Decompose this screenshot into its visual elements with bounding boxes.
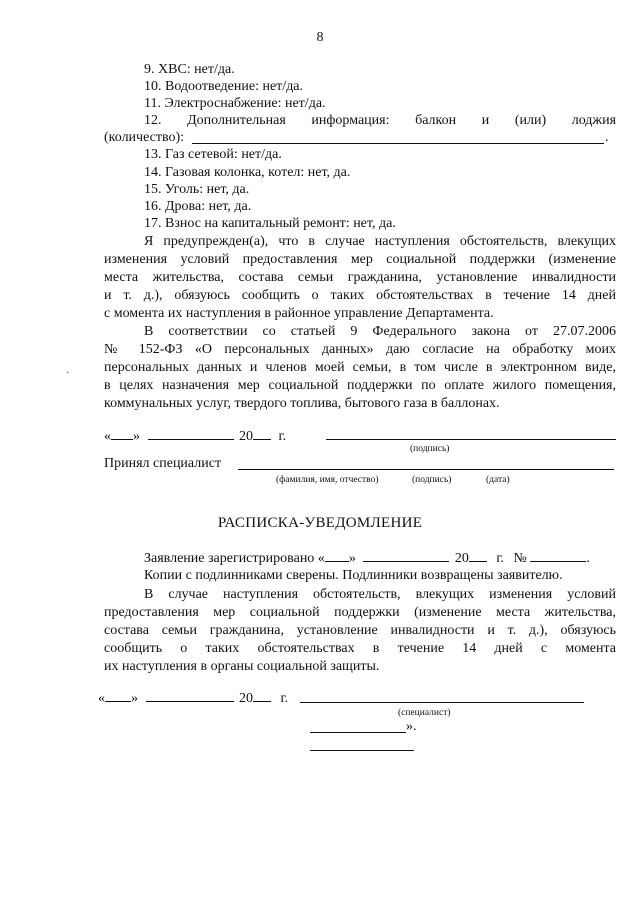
warning-line-2: изменения условий предоставления мер социальной поддержки (изменение (104, 252, 616, 267)
date-caption: (дата) (486, 475, 510, 485)
specialist-receipt-line[interactable] (300, 702, 584, 703)
item-13: 13. Газ сетевой: нет/да. (144, 147, 282, 162)
consent-line-4: в целях назначения мер социальной поддержки по оплате жилого помещения, (104, 378, 616, 393)
item-17: 17. Взнос на капитальный ремонт: нет, да. (144, 216, 396, 231)
warning-line-3: места жительства, состава семьи гражданина, установление инвалидности (104, 270, 616, 285)
item-12-dot: . (605, 130, 609, 145)
warning-line-1: Я предупрежден(а), что в случае наступления обстоятельств, влекущих (144, 234, 616, 249)
specialist-signature-caption: (подпись) (412, 475, 452, 485)
item-11: 11. Электроснабжение: нет/да. (144, 96, 326, 111)
signature-caption: (подпись) (410, 444, 450, 454)
receipt-body-line-3: состава семьи гражданина, установление инвалидности и т. д.), обязуюсь (104, 623, 616, 638)
receipt-heading: РАСПИСКА-УВЕДОМЛЕНИЕ (217, 515, 423, 531)
consent-line-2: № 152-ФЗ «О персональных данных» даю согласие на обработку моих (104, 342, 616, 357)
item-12-blank (192, 143, 604, 144)
item-14: 14. Газовая колонка, котел: нет, да. (144, 165, 351, 180)
signature-date-field[interactable]: « » 20 г. (104, 426, 286, 445)
receipt-date-field[interactable]: « » 20 г. (98, 688, 288, 707)
warning-line-4: и т. д.), обязуюсь сообщить о таких обстоятельствах в течение 14 дней (104, 288, 616, 303)
scan-speck: · (66, 368, 70, 379)
closing-blank-line[interactable] (310, 732, 406, 733)
item-16: 16. Дрова: нет, да. (144, 199, 252, 214)
specialist-caption: (специалист) (398, 708, 451, 718)
item-15: 15. Уголь: нет, да. (144, 182, 250, 197)
specialist-line[interactable] (238, 469, 614, 470)
item-12-line2: (количество): (104, 130, 185, 145)
receipt-body-line-5: их наступления в органы социальной защиты. (104, 659, 380, 674)
warning-line-5: с момента их наступления в районное управление Департамента. (104, 306, 494, 321)
page-number: 8 (316, 30, 324, 45)
consent-line-5: коммунальных услуг, твердого топлива, бытового газа в баллонах. (104, 396, 500, 411)
closing-underline (310, 750, 414, 751)
receipt-body-line-4: сообщить о таких обстоятельствах в течение 14 дней с момента (104, 641, 616, 656)
accepted-specialist-label: Принял специалист (104, 456, 222, 471)
closing-quote: ». (406, 719, 417, 734)
fio-caption: (фамилия, имя, отчество) (276, 475, 379, 485)
item-12-line1: 12. Дополнительная информация: балкон и (или) лоджия (144, 113, 617, 128)
copies-line: Копии с подлинниками сверены. Подлинники возвращены заявителю. (144, 568, 563, 583)
item-10: 10. Водоотведение: нет/да. (144, 79, 304, 94)
consent-line-3: персональных данных и членов моей семьи, в том числе в электронном виде, (104, 360, 616, 375)
receipt-body-line-1: В случае наступления обстоятельств, влекущих изменения условий (144, 587, 616, 602)
registered-line: Заявление зарегистрировано « » 20 г. № . (144, 548, 590, 567)
signature-line[interactable] (326, 439, 616, 440)
consent-line-1: В соответствии со статьей 9 Федерального закона от 27.07.2006 (144, 324, 616, 339)
receipt-body-line-2: предоставления мер социальной поддержки (изменение места жительства, (104, 605, 616, 620)
item-9: 9. ХВС: нет/да. (144, 62, 235, 77)
